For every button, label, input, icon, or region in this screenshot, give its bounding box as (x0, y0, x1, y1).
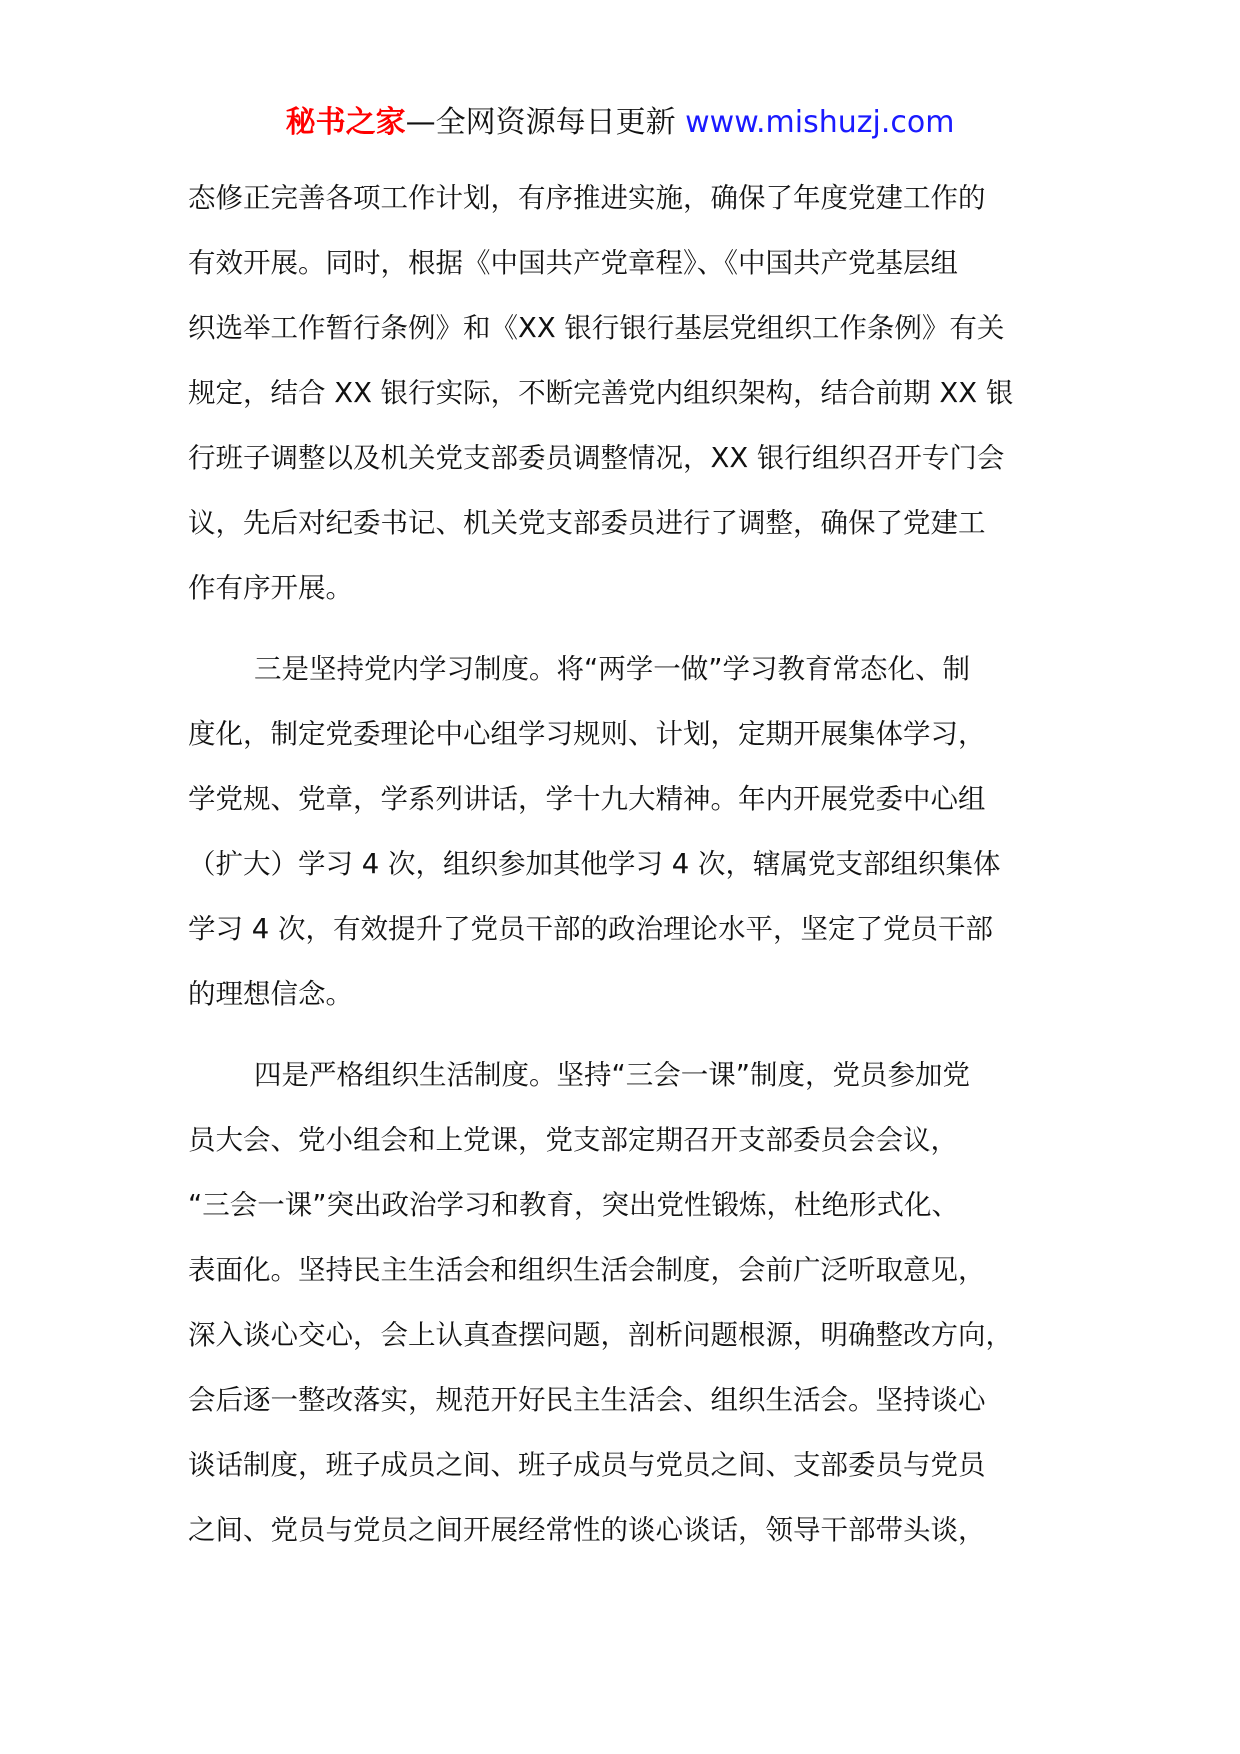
text-line: 规定，结合 XX 银行实际，不断完善党内组织架构，结合前期 XX 银 (188, 377, 1014, 409)
header-slogan: —全网资源每日更新 (405, 105, 686, 140)
text-line: 学习 4 次，有效提升了党员干部的政治理论水平，坚定了党员干部 (188, 913, 993, 945)
text-line: 会后逐一整改落实，规范开好民主生活会、组织生活会。坚持谈心 (188, 1384, 986, 1416)
text-line: 员大会、党小组会和上党课，党支部定期召开支部委员会会议， (188, 1124, 958, 1156)
text-line: 行班子调整以及机关党支部委员调整情况，XX 银行组织召开专门会 (188, 442, 1005, 474)
page-header (0, 103, 1240, 143)
text-line: 三是坚持党内学习制度。将“两学一做”学习教育常态化、制 (254, 653, 970, 685)
text-line: 四是严格组织生活制度。坚持“三会一课”制度，党员参加党 (254, 1059, 970, 1091)
text-line: 作有序开展。 (188, 572, 353, 604)
header-brand: 秘书之家 (285, 105, 406, 140)
paragraph-2 (188, 637, 1068, 1027)
text-line: 度化，制定党委理论中心组学习规则、计划，定期开展集体学习， (188, 718, 986, 750)
paragraph-3 (188, 1043, 1068, 1563)
paragraph-gap (188, 621, 1068, 637)
paragraph-1 (188, 166, 1068, 621)
text-line: 谈话制度，班子成员之间、班子成员与党员之间、支部委员与党员 (188, 1449, 986, 1481)
header-url: www.mishuzj.com (685, 105, 955, 140)
text-line: 议，先后对纪委书记、机关党支部委员进行了调整，确保了党建工 (188, 507, 986, 539)
text-line: 态修正完善各项工作计划，有序推进实施，确保了年度党建工作的 (188, 182, 986, 214)
text-line: 的理想信念。 (188, 978, 353, 1010)
text-line: 有效开展。同时，根据《中国共产党章程》、《中国共产党基层组 (188, 247, 958, 279)
paragraph-gap (188, 1027, 1068, 1043)
text-line: “三会一课”突出政治学习和教育，突出党性锻炼，杜绝形式化、 (188, 1189, 959, 1221)
document-body (188, 166, 1068, 1563)
text-line: 表面化。坚持民主生活会和组织生活会制度，会前广泛听取意见， (188, 1254, 986, 1286)
text-line: （扩大）学习 4 次，组织参加其他学习 4 次，辖属党支部组织集体 (188, 848, 1001, 880)
text-line: 之间、党员与党员之间开展经常性的谈心谈话，领导干部带头谈， (188, 1514, 986, 1546)
text-line: 学党规、党章，学系列讲话，学十九大精神。年内开展党委中心组 (188, 783, 986, 815)
text-line: 深入谈心交心，会上认真查摆问题，剖析问题根源，明确整改方向， (188, 1319, 1013, 1351)
text-line: 织选举工作暂行条例》和《XX 银行银行基层党组织工作条例》有关 (188, 312, 1005, 344)
